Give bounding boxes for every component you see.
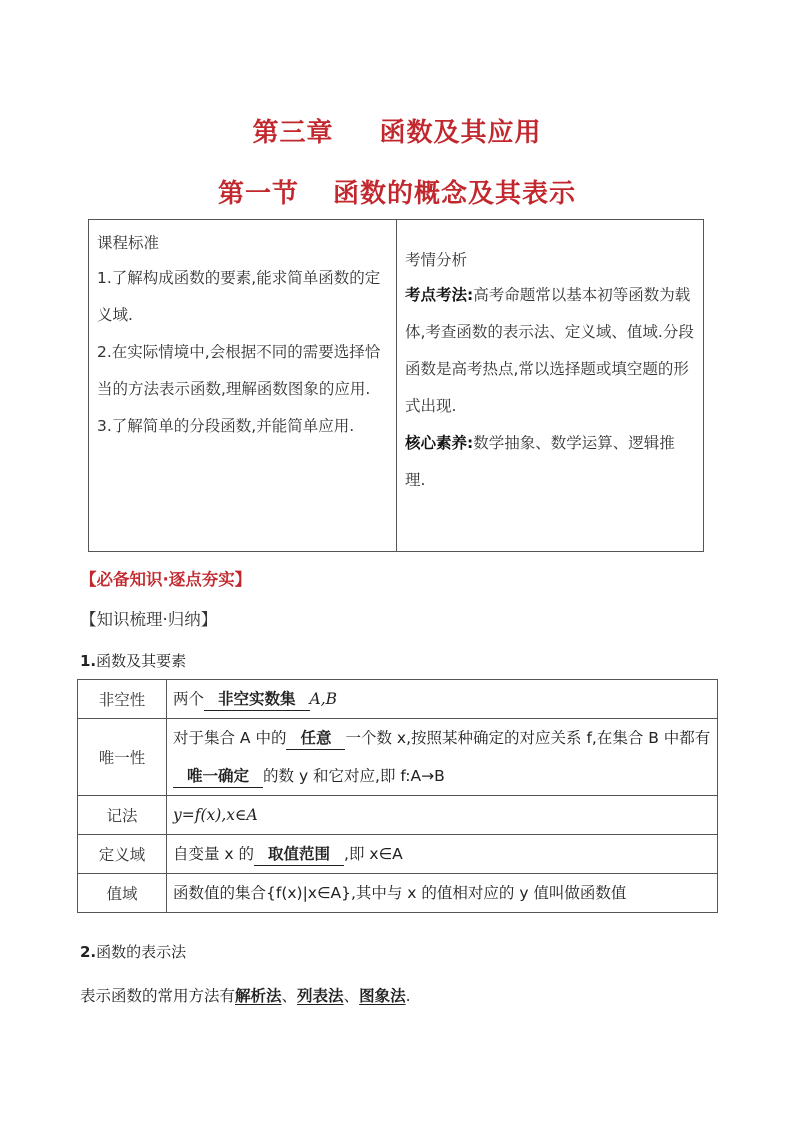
text-post: 的数 y 和它对应,即 f:A→B — [263, 767, 445, 785]
core-literacy-text: 数学抽象、数学运算、逻辑推理. — [405, 434, 675, 489]
exam-method — [405, 277, 695, 425]
row-value: 函数值的集合{f(x)|x∈A},其中与 x 的值相对应的 y 值叫做函数值 — [167, 874, 718, 913]
exam-method-label: 考点考法: — [405, 286, 474, 304]
table-row — [78, 796, 718, 835]
row-key: 记法 — [78, 796, 167, 835]
standard-item-3: 3.了解简单的分段函数,并能简单应用. — [97, 417, 355, 435]
row-value — [167, 835, 718, 874]
fill-blank: 唯一确定 — [173, 765, 263, 788]
table-row — [78, 719, 718, 796]
text-pre: 两个 — [173, 690, 205, 708]
text-pre: 表示函数的常用方法有 — [80, 987, 236, 1005]
core-literacy — [405, 425, 695, 499]
chapter-title — [0, 112, 794, 149]
table-row — [78, 835, 718, 874]
exam-analysis-heading: 考情分析 — [405, 251, 468, 269]
fill-blank: 取值范围 — [254, 843, 344, 866]
row-value — [167, 719, 718, 796]
section-number: 第一节 — [217, 179, 299, 209]
standards-box — [88, 219, 704, 552]
standard-item-1: 1.了解构成函数的要素,能求简单函数的定义域. — [97, 269, 381, 324]
curriculum-heading: 课程标准 — [97, 234, 160, 252]
function-elements-table — [77, 679, 718, 913]
representation-title — [80, 941, 186, 962]
fill-blank: 任意 — [286, 727, 345, 750]
text-pre: 对于集合 A 中的 — [173, 729, 287, 747]
text-mid: 一个数 x,按照某种确定的对应关系 f,在集合 B 中都有 — [345, 729, 711, 747]
elements-title-text: 函数及其要素 — [96, 652, 187, 670]
fill-blank: 非空实数集 — [204, 688, 310, 711]
knowledge-header: 【必备知识·逐点夯实】 — [80, 570, 252, 589]
method-table: 列表法 — [297, 987, 344, 1005]
representation-title-text: 函数的表示法 — [96, 943, 187, 961]
standard-item-2: 2.在实际情境中,会根据不同的需要选择恰当的方法表示函数,理解函数图象的应用. — [97, 343, 381, 398]
row-key: 唯一性 — [78, 719, 167, 796]
exam-method-text: 高考命题常以基本初等函数为载体,考查函数的表示法、定义域、值域.分段函数是高考热点,常以选择题或填空题的形式出现. — [405, 286, 694, 415]
row-value: y=f(x),x∈A — [167, 796, 718, 835]
text-post: ,即 x∈A — [344, 845, 403, 863]
row-key: 值域 — [78, 874, 167, 913]
representation-text — [80, 984, 411, 1006]
separator: 、 — [281, 987, 298, 1005]
curriculum-standards — [89, 220, 397, 551]
elements-title — [80, 650, 186, 671]
section-title — [0, 173, 794, 210]
elements-title-num: 1. — [80, 652, 97, 670]
row-value — [167, 680, 718, 719]
chapter-number: 第三章 — [252, 118, 334, 148]
representation-title-num: 2. — [80, 943, 97, 961]
method-analytic: 解析法 — [235, 987, 282, 1005]
exam-analysis — [397, 220, 703, 551]
row-key: 非空性 — [78, 680, 167, 719]
text-pre: 自变量 x 的 — [173, 845, 255, 863]
text-end: . — [405, 987, 411, 1005]
sort-header: 【知识梳理·归纳】 — [80, 610, 218, 629]
separator: 、 — [343, 987, 360, 1005]
core-literacy-label: 核心素养: — [405, 434, 474, 452]
section-name: 函数的概念及其表示 — [333, 179, 577, 209]
chapter-name: 函数及其应用 — [379, 118, 542, 148]
method-graph: 图象法 — [359, 987, 406, 1005]
text-post: A,B — [309, 690, 338, 708]
row-key: 定义域 — [78, 835, 167, 874]
table-row — [78, 874, 718, 913]
table-row — [78, 680, 718, 719]
